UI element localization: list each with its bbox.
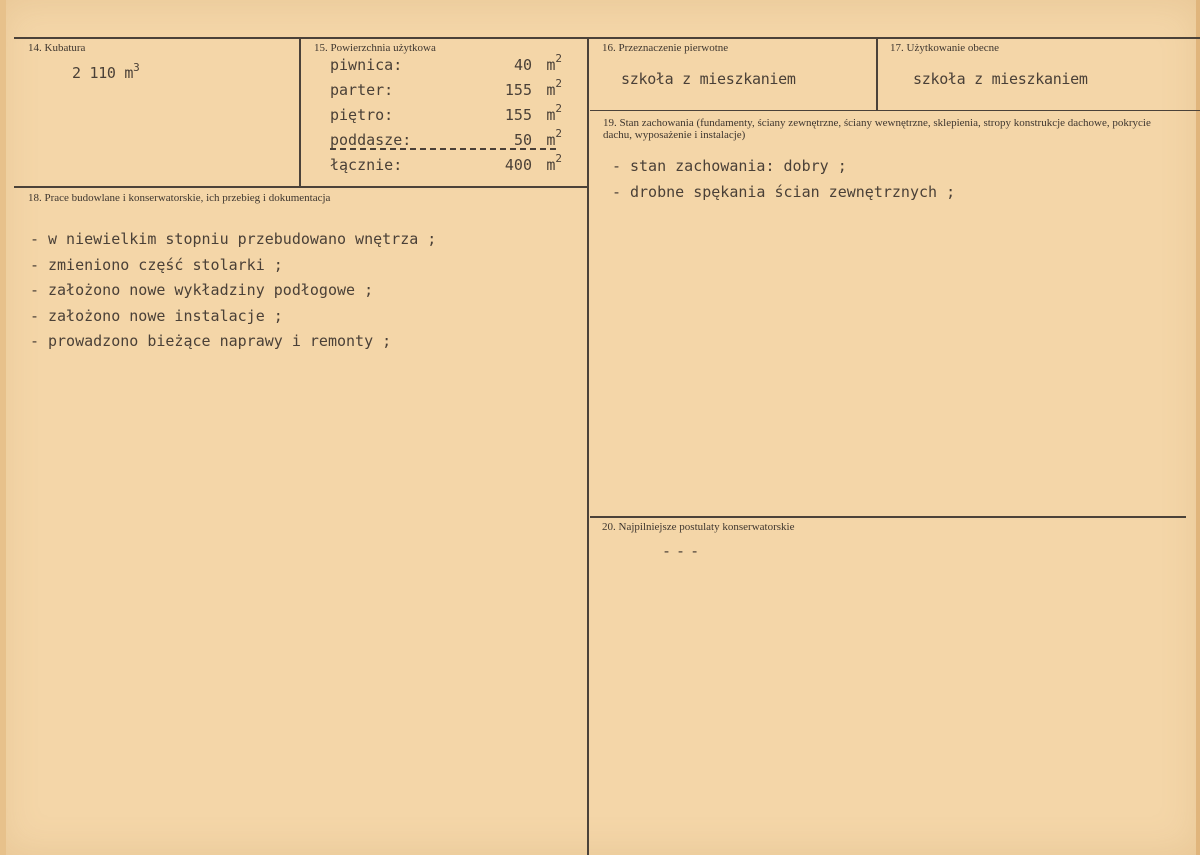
dash-bullet-icon: - bbox=[30, 230, 40, 248]
dash-bullet-icon: - bbox=[30, 255, 40, 274]
works-list bbox=[30, 229, 436, 357]
field-16-label: 16. Przeznaczenie pierwotne bbox=[602, 42, 729, 54]
dash-bullet-icon: - bbox=[30, 332, 40, 350]
area-row bbox=[330, 102, 562, 130]
area-row-name: parter: bbox=[330, 81, 394, 99]
dash-bullet-icon: - bbox=[30, 306, 40, 325]
area-row-unit: $m^2$ bbox=[546, 77, 562, 99]
list-item bbox=[612, 156, 955, 182]
field-17-value: szkoła z mieszkaniem bbox=[913, 70, 1088, 88]
list-item-text: stan zachowania: dobry ; bbox=[630, 157, 847, 175]
area-row-value: 40 bbox=[513, 56, 532, 74]
list-item-text: założono nowe wykładziny podłogowe ; bbox=[48, 281, 374, 299]
divider-16-17 bbox=[876, 38, 878, 110]
field-20-label: 20. Najpilniejsze postulaty konserwatorskie bbox=[602, 521, 795, 533]
area-row-value: 155 bbox=[504, 106, 532, 124]
list-item-text: drobne spękania ścian zewnętrznych ; bbox=[630, 182, 956, 201]
area-row bbox=[330, 152, 562, 180]
top-rule bbox=[14, 37, 1200, 39]
list-item-text: zmieniono część stolarki ; bbox=[48, 255, 283, 274]
field-19-label: 19. Stan zachowania (fundamenty, ściany zewnętrzne, ściany wewnętrzne, sklepienia, stropy konstrukcje dachowe, pokrycie dachu, wyposażenie i instalacje) bbox=[603, 117, 1151, 141]
field-14-label: 14. Kubatura bbox=[28, 42, 86, 54]
list-item bbox=[30, 331, 436, 357]
area-row-name: łącznie: bbox=[330, 156, 403, 174]
area-row-name: piwnica: bbox=[330, 56, 403, 74]
area-row-name: poddasze: bbox=[330, 131, 412, 149]
field-14-value: 2 110 $m^3$ bbox=[72, 61, 140, 82]
list-item bbox=[30, 280, 436, 306]
field-15-label: 15. Powierzchnia użytkowa bbox=[314, 42, 436, 54]
field-18-label: 18. Prace budowlane i konserwatorskie, ich przebieg i dokumentacja bbox=[28, 192, 331, 204]
list-item bbox=[30, 255, 436, 281]
list-item-text: w niewielkim stopniu przebudowano wnętrza ; bbox=[48, 230, 437, 248]
area-row-value: 155 bbox=[504, 81, 532, 99]
area-row-unit: $m^2$ bbox=[546, 102, 562, 124]
list-item-text: prowadzono bieżące naprawy i remonty ; bbox=[48, 332, 392, 350]
rule-below-14-15 bbox=[14, 186, 589, 188]
sum-dashed-line bbox=[330, 148, 556, 150]
area-row-unit: $m^2$ bbox=[546, 52, 562, 74]
list-item-text: założono nowe instalacje ; bbox=[48, 306, 283, 325]
area-row-unit: $m^2$ bbox=[546, 127, 562, 149]
area-row-unit: $m^2$ bbox=[546, 152, 562, 174]
dash-bullet-icon: - bbox=[30, 281, 40, 299]
main-divider bbox=[587, 38, 589, 855]
condition-list bbox=[612, 156, 955, 207]
field-17-label: 17. Użytkowanie obecne bbox=[890, 42, 1000, 54]
area-row bbox=[330, 127, 562, 155]
card-edge-right bbox=[1196, 0, 1200, 855]
list-item bbox=[30, 229, 436, 255]
list-item bbox=[612, 182, 955, 208]
divider-14-15 bbox=[299, 38, 301, 186]
rule-below-16-17 bbox=[590, 110, 1200, 111]
field-20-value: - - - bbox=[662, 542, 698, 560]
area-row-value: 50 bbox=[513, 131, 532, 149]
area-row bbox=[330, 77, 562, 105]
area-row-value: 400 bbox=[504, 156, 532, 174]
field-16-value: szkoła z mieszkaniem bbox=[621, 70, 796, 88]
area-row-name: piętro: bbox=[330, 106, 394, 124]
area-row bbox=[330, 52, 562, 80]
rule-above-20 bbox=[590, 516, 1186, 518]
list-item bbox=[30, 306, 436, 332]
dash-bullet-icon: - bbox=[612, 157, 622, 175]
dash-bullet-icon: - bbox=[612, 182, 622, 201]
card-edge-left bbox=[0, 0, 6, 855]
